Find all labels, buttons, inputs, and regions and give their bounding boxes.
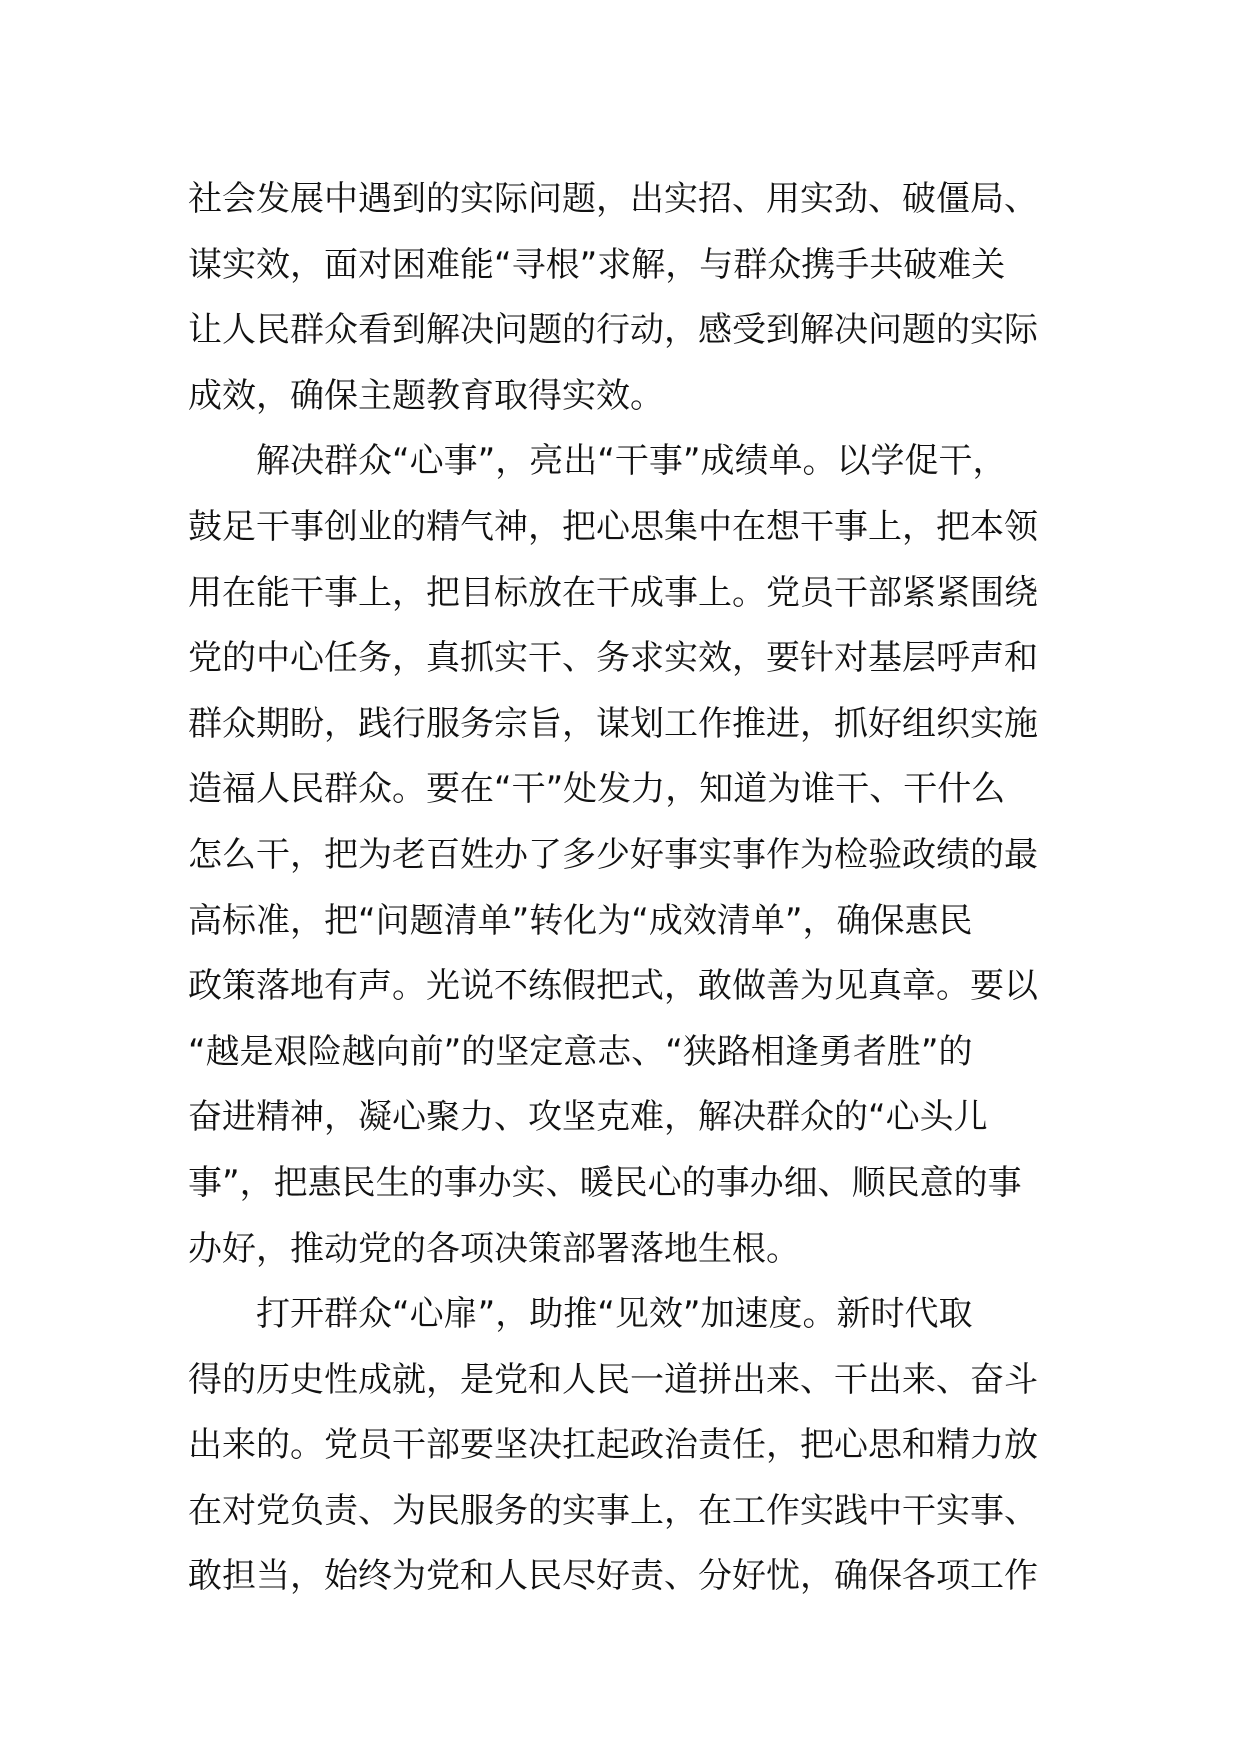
text-line: 让人民群众看到解决问题的行动，感受到解决问题的实际 <box>188 310 1038 351</box>
text-line: 成效，确保主题教育取得实效。 <box>188 375 664 416</box>
text-line: 鼓足干事创业的精气神，把心思集中在想干事上，把本领 <box>188 506 1038 547</box>
text-line: 事”，把惠民生的事办实、暖民心的事办细、顺民意的事 <box>188 1162 1022 1203</box>
text-line: 在对党负责、为民服务的实事上，在工作实践中干实事、 <box>188 1490 1038 1531</box>
paragraph-first-line: 打开群众“心扉”，助推“见效”加速度。新时代取 <box>256 1294 973 1335</box>
text-line: 出来的。党员干部要坚决扛起政治责任，把心思和精力放 <box>188 1425 1038 1466</box>
text-line: 得的历史性成就，是党和人民一道拼出来、干出来、奋斗 <box>188 1359 1038 1400</box>
text-line: 群众期盼，践行服务宗旨，谋划工作推进，抓好组织实施 <box>188 703 1038 744</box>
text-line: 用在能干事上，把目标放在干成事上。党员干部紧紧围绕 <box>188 572 1038 613</box>
text-line: 谋实效，面对困难能“寻根”求解，与群众携手共破难关 <box>188 244 1006 285</box>
text-line: 造福人民群众。要在“干”处发力，知道为谁干、干什么 <box>188 769 1006 810</box>
text-line: 办好，推动党的各项决策部署落地生根。 <box>188 1228 800 1269</box>
text-line: 敢担当，始终为党和人民尽好责、分好忧，确保各项工作 <box>188 1556 1038 1597</box>
text-line: 高标准，把“问题清单”转化为“成效清单”，确保惠民 <box>188 900 973 941</box>
text-line: 怎么干，把为老百姓办了多少好事实事作为检验政绩的最 <box>188 834 1038 875</box>
text-line: 政策落地有声。光说不练假把式，敢做善为见真章。要以 <box>188 966 1038 1007</box>
text-line: 社会发展中遇到的实际问题，出实招、用实劲、破僵局、 <box>188 179 1038 219</box>
text-line: 党的中心任务，真抓实干、务求实效，要针对基层呼声和 <box>188 638 1038 679</box>
text-line: 奋进精神，凝心聚力、攻坚克难，解决群众的“心头儿 <box>188 1097 988 1138</box>
text-line: “越是艰险越向前”的坚定意志、“狭路相逢勇者胜”的 <box>188 1031 973 1072</box>
paragraph-first-line: 解决群众“心事”，亮出“干事”成绩单。以学促干， <box>256 441 1007 482</box>
body-text <box>188 167 1088 1610</box>
